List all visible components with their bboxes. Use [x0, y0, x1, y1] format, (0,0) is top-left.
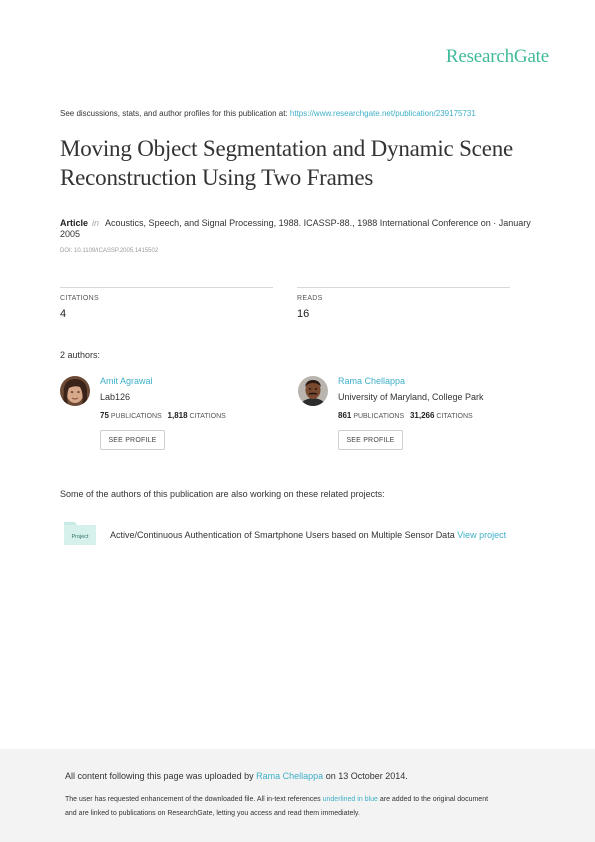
related-projects-heading: Some of the authors of this publication are also working on these related projects: [60, 489, 385, 499]
discussion-line [60, 109, 476, 118]
author-name-link[interactable]: Rama Chellappa [338, 376, 406, 386]
author-publications-count: 861 [338, 411, 352, 420]
reads-value: 16 [297, 308, 310, 320]
project-name: Active/Continuous Authentication of Smartphone Users based on Multiple Sensor Data [110, 530, 455, 540]
citations-label: CITATIONS [60, 295, 99, 302]
underlined-in-blue-text: underlined in blue [322, 796, 378, 803]
author-citations-count: 1,818 [167, 411, 188, 420]
see-profile-button[interactable]: SEE PROFILE [100, 430, 165, 450]
upload-prefix: All content following this page was uploaded by [65, 771, 254, 781]
author-institution: Lab126 [100, 392, 131, 402]
author-citations-label: CITATIONS [436, 413, 473, 420]
notice-prefix: The user has requested enhancement of the downloaded file. All in-text references [65, 796, 321, 803]
publication-type: Article [60, 218, 89, 228]
reads-divider [297, 287, 510, 288]
publication-doi: DOI: 10.1109/ICASSP.2005.1415502 [60, 248, 159, 254]
author-stats [100, 411, 226, 420]
author-stats [338, 411, 473, 420]
avatar-photo-icon [60, 376, 90, 406]
author-citations-count: 31,266 [409, 411, 435, 420]
related-project-item [110, 530, 506, 540]
project-icon-label: Project [71, 534, 89, 540]
authors-heading: 2 authors: [60, 350, 101, 360]
author-avatar-rama-chellappa[interactable] [298, 376, 328, 406]
researchgate-logo[interactable]: ResearchGate [445, 46, 549, 67]
notice-suffix: are added to the original document [379, 796, 489, 803]
in-word: in [92, 218, 100, 228]
upload-suffix: on 13 October 2014. [325, 771, 408, 781]
publication-url-link[interactable]: https://www.researchgate.net/publication/239175731 [289, 109, 476, 118]
enhancement-notice-line-1 [65, 796, 488, 803]
author-name-link[interactable]: Amit Agrawal [100, 376, 153, 386]
reads-label: READS [297, 295, 323, 302]
discussion-prefix: See discussions, stats, and author profiles for this publication at: [60, 109, 290, 118]
author-publications-label: PUBLICATIONS [353, 413, 405, 420]
citations-value: 4 [60, 308, 67, 320]
page-title: Moving Object Segmentation and Dynamic Scene Reconstruction Using Two Frames [60, 136, 514, 190]
upload-notice [65, 771, 408, 781]
author-institution: University of Maryland, College Park [338, 392, 484, 402]
see-profile-button[interactable]: SEE PROFILE [338, 430, 403, 450]
author-publications-count: 75 [100, 411, 109, 420]
avatar-photo-icon [298, 376, 328, 406]
enhancement-notice-line-2: and are linked to publications on ResearchGate, letting you access and read them immediately. [65, 810, 360, 817]
project-folder-icon [63, 519, 97, 546]
publication-venue: Acoustics, Speech, and Signal Processing, 1988. ICASSP-88., 1988 International Conference on · January 2005 [60, 218, 531, 239]
citations-divider [60, 287, 273, 288]
author-avatar-amit-agrawal[interactable] [60, 376, 90, 406]
author-citations-label: CITATIONS [189, 413, 226, 420]
uploader-link[interactable]: Rama Chellappa [256, 771, 324, 781]
author-publications-label: PUBLICATIONS [110, 413, 162, 420]
publication-meta [60, 218, 540, 240]
view-project-link[interactable]: View project [457, 530, 507, 540]
